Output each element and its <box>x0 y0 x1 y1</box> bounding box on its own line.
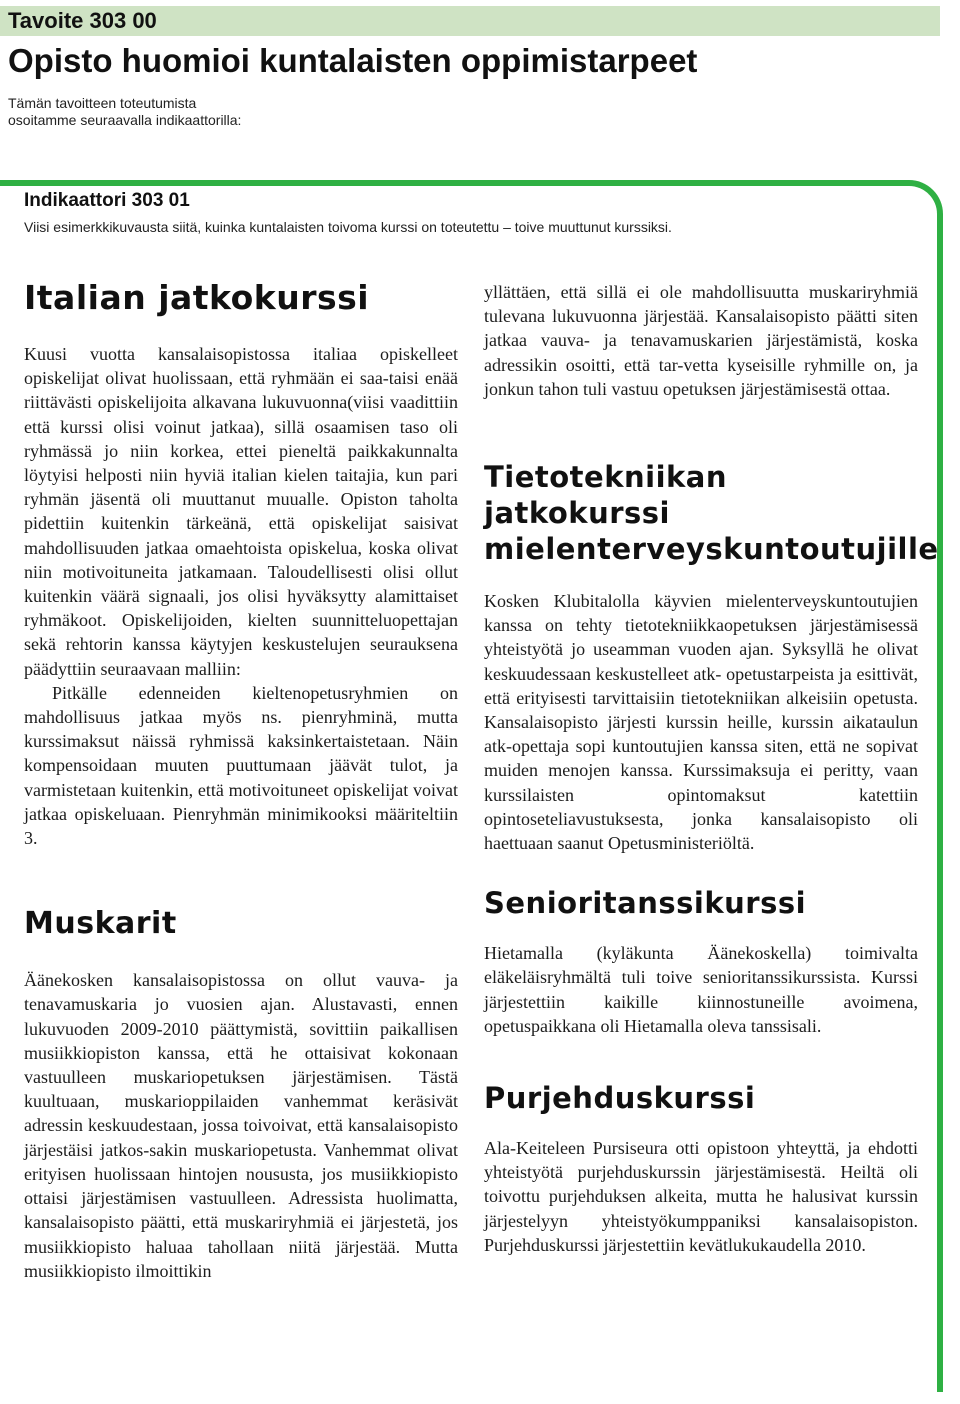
section-text-muskarit: Äänekosken kansalaisopistossa on ollut vauva- ja tenavamuskaria jo vuosien ajan. Alustavasti, ennen lukuvuoden 2009-2010 päättymistä, sovittiin paikallisen musiikkiopiston kanssa, että he ottaisivat kokonaan vastuulleen muskariopetuksen järjestämisen. Tästä kuultuaan, muskarioppilaiden vanhemmat keräsivät adressin keskuudestaan, jossa toivoivat, että kansalaisopisto järjestäisi jatkos-sakin muskariopetusta. Vanhemmat olivat erityisen huolissaan hintojen noususta, jos musiikkiopisto ottaisi järjestämisen vastuulleen. Adressista huolimatta, kansalaisopisto päätti, että muskariryhmiä ei järjestetä, jos musiikkiopisto haluaa tahollaan niitä järjestää. Mutta musiikkiopisto ilmoittikin <box>24 970 458 1281</box>
left-column <box>24 272 458 1283</box>
goal-code: Tavoite 303 00 <box>8 8 157 33</box>
section-text-senior: Hietamalla (kyläkunta Äänekoskella) toimivalta eläkeläisryhmältä tuli toive senioritanssikurssista. Kurssi järjestettiin kaikille kiinnostuneille avoimena, opetuspaikkana oli Hietamalla oleva tanssisali. <box>484 943 918 1036</box>
right-column <box>484 280 939 1257</box>
section-text-italian <box>24 342 458 850</box>
paragraph-part: Kuusi vuotta kansalaisopistossa italiaa opiskelleet opiskelijat olivat huolissaan, että ryhmään ei saa-taisi enää riittävästi opiskelijoita alkavana lukuvuonna(viisi vaadittiin että kurssi olisi voinut jatkaa), sillä osaamisen taso oli ryhmässä jo niin korkea, ettei pieneltä paikkakunnalta löytyisi helposti niin hyviä italian kielen taitajia, kun pari ryhmän jäsentä oli muuttanut muualle. Opiston taholta pidettiin kuitenkin tärkeänä, että opiskelijat saisivat mahdollisuuden jatkaa omaehtoista opiskelua, koska olivat niin motivoituneita jatkamaan. Taloudellisesti olisi ollut kuitenkin väärä signaali, jos olisi hyväksytty alamittaiset ryhmäkoot. Opiskelijoiden, kielten suunnitteluopettajan sekä rehtorin kanssa käytyjen keskustelujen seurauksena päädyttiin seuraavaan malliin: <box>24 344 458 679</box>
section-text-muskarit-continued: yllättäen, että sillä ei ole mahdollisuutta muskariryhmiä tulevana lukuvuonna järjestää. Kansalaisopisto päätti siten jatkaa vauva- ja tenavamuskarien järjestämistä, koska adressikin osoitti, että tar-vetta kyseisille ryhmille on, ja jonkun tahon tuli vastuu opetuksen järjestämisestä ottaa. <box>484 282 918 399</box>
heading-line: mielenterveyskuntoutujille <box>484 532 939 567</box>
section-heading-italian: Italian jatkokurssi <box>24 278 370 317</box>
page-title: Opisto huomioi kuntalaisten oppimistarpeet <box>8 42 698 79</box>
indicator-description: Viisi esimerkkikuvausta siitä, kuinka kuntalaisten toivoma kurssi on toteutettu – toive muuttunut kurssiksi. <box>24 219 672 235</box>
section-heading-muskarit: Muskarit <box>24 906 177 942</box>
goal-intro-line: osoitamme seuraavalla indikaattorilla: <box>8 112 242 128</box>
section-heading-senior: Senioritanssikurssi <box>484 886 807 921</box>
frame-line <box>0 180 12 186</box>
paragraph-part: Pitkälle edenneiden kieltenopetusryhmien on mahdollisuus jatkaa myös ns. pienryhminä, mutta kurssimaksut näissä ryhmissä kaksinkertaistetaan. Näin kompensoidaan muuten puuttumaan jäävät tulot, ja varmistetaan kuitenkin, että motivoituneet opiskelijat voivat jatkaa opiskeluaan. Pienryhmän minimikooksi määriteltiin 3. <box>24 682 458 849</box>
section-heading-purje: Purjehduskurssi <box>484 1081 756 1116</box>
goal-intro-line: Tämän tavoitteen toteutumista <box>8 95 197 111</box>
goal-intro <box>8 95 241 129</box>
section-heading-tieto <box>484 459 939 567</box>
section-text-tieto: Kosken Klubitalolla käyvien mielenterveyskuntoutujien kanssa on tehty tietotekniikkaopetuksen järjestämisessä yhteistyötä jo useamman vuoden ajan. Syksyllä he olivat keskuudessaan keskustelleet atk- opetustarpeista ja esittivät, että erityisesti tarvittaisiin tietotekniikan alkeisiin opetusta. Kansalaisopisto järjesti kurssin heille, kurssin aikataulun atk-opettaja sopi kuntoutujien kanssa siten, että ne sopivat muiden menojen kanssa. Kurssimaksuja ei peritty, vaan kurssilaisten opintomaksut katettiin opintoseteliavustuksesta, jonka kansalaisopisto oli haettuaan saanut Opetusministeriöltä. <box>484 591 918 854</box>
indicator-title: Indikaattori 303 01 <box>24 190 190 211</box>
heading-line: Tietotekniikan jatkokurssi <box>484 460 728 531</box>
section-text-purje: Ala-Keiteleen Pursiseura otti opistoon yhteyttä, ja ehdotti yhteistyötä purjehduskurssin järjestämisestä. Heiltä oli toivottu purjehduksen alkeita, mutta he halusivat kurssin järjestelyyn yhteistyökumppaniksi kansalaisopiston. Purjehduskurssi järjestettiin kevätlukukaudella 2010. <box>484 1138 918 1255</box>
